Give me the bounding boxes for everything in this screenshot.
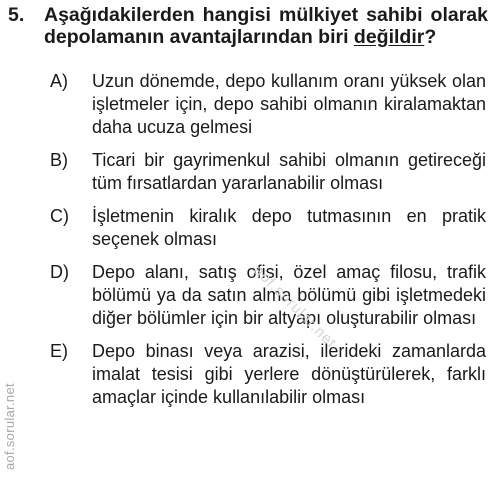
option-text: Uzun dönemde, depo kullanım oranı yüksek olan işletmeler için, depo sahibi olmanın kiralamaktan daha ucuza gelmesi: [92, 71, 486, 137]
question-text-emphasis: değildir: [353, 26, 425, 48]
option-text: Depo binası veya arazisi, ilerideki zamanlarda imalat tesisi gibi yerlere dönüştürülerek, farklı amaçlar içinde kullanılabilir olması: [92, 341, 486, 407]
option-text: Depo alanı, satış ofisi, özel amaç filosu, trafik bölümü ya da satın alma bölümü gibi işletmedeki diğer bölümler için bir altyapı oluşturabilir olması: [92, 262, 486, 328]
question-stem: [8, 4, 488, 48]
question-block: [8, 4, 488, 419]
option-a[interactable]: [50, 70, 488, 139]
option-text: Ticari bir gayrimenkul sahibi olmanın getireceği tüm fırsatlardan yararlanabilir olması: [92, 150, 486, 193]
question-text-end: ?: [424, 26, 437, 48]
option-c[interactable]: [50, 205, 488, 251]
option-e[interactable]: [50, 340, 488, 409]
answer-options: [8, 70, 488, 409]
question-text-main: Aşağıdakilerden hangisi mülkiyet sahibi olarak depolamanın avantajlarından biri: [44, 4, 488, 48]
option-letter: C): [50, 206, 69, 226]
option-b[interactable]: [50, 149, 488, 195]
option-letter: D): [50, 262, 69, 282]
diagonal-watermark: aof.sorular.net: [249, 262, 340, 352]
option-text: İşletmenin kiralık depo tutmasının en pratik seçenek olması: [92, 206, 486, 249]
question-text: [44, 4, 488, 48]
option-letter: A): [50, 71, 68, 91]
question-number: 5.: [8, 4, 25, 26]
side-watermark: aof.sorular.net: [2, 383, 17, 470]
option-letter: E): [50, 341, 68, 361]
option-letter: B): [50, 150, 68, 170]
